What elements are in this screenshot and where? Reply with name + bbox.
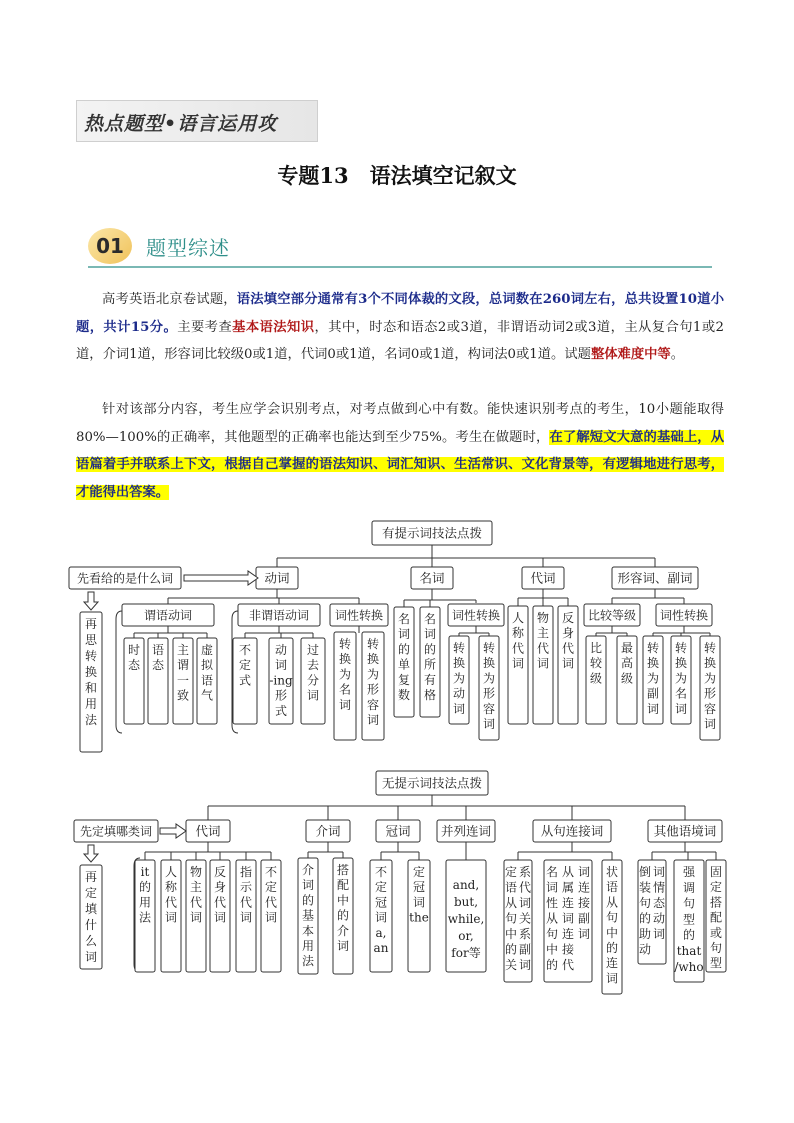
paragraph-strategy: 针对该部分内容，考生应学会识别考点，对考点做到心中有数。能快速识别考点的考生，10小题能取得80%—100%的正确率，其他题型的正确率也能达到至少75%。考生在做题时，在了解短文大意的基础上，从语篇着手并联系上下文，根据自己掌握的语法知识、词汇知识、生活常识、文化背景等，有逻辑地进行思考，才能得出答案。 (76, 402, 724, 500)
banner-text: 热点题型•语言运用攻 (84, 113, 278, 135)
highlighted-tip: 在了解短文大意的基础上，从语篇着手并联系上下文，根据自己掌握的语法知识、词汇知识、生活常识、文化背景等，有逻辑地进行思考，才能得出答案。 (76, 429, 724, 500)
leaf-label: 固定搭配或句型 (709, 865, 723, 971)
tree1-subcategory: 词性转换 (659, 608, 709, 623)
tree1-subcategory: 词性转换 (451, 608, 501, 623)
leaf-label: 搭配中的介词 (336, 863, 350, 953)
leaf-label: 反身代词 (213, 865, 227, 925)
leaf-label: 转换为副词 (646, 641, 660, 716)
tree1-category: 代词 (530, 570, 556, 586)
leaf-label: 不定式 (238, 643, 252, 688)
leaf-label: 名词的单复数 (397, 612, 411, 702)
tree2-start-node: 先定填哪类词 (79, 824, 153, 839)
section-label: 题型综述 (146, 236, 230, 260)
tree1-category: 动词 (264, 570, 290, 586)
tree1-category: 形容词、副词 (617, 570, 693, 586)
leaf-label: 不定代词 (264, 865, 278, 925)
leaf-label: 转换为动词 (452, 641, 466, 716)
tree1-subcategory: 词性转换 (334, 608, 384, 623)
tree2-category: 介词 (315, 823, 341, 839)
leaf-label: 转换为形容词 (703, 641, 717, 731)
leaf-label: 转换为形容词 (482, 641, 496, 731)
leaf-label: it 的用法 (138, 865, 152, 925)
arrow-down-icon (84, 845, 98, 862)
tree2-category: 从句连接词 (540, 823, 604, 839)
tree1-subcategory: 谓语动词 (143, 608, 193, 623)
leaf-label: and, but, while, or, for等 (447, 878, 485, 960)
leaf-label: 物主代词 (536, 611, 550, 671)
arrow-down-icon (84, 592, 98, 610)
leaf-label: 介词的基本用法 (301, 863, 315, 969)
tree2-category: 冠词 (385, 823, 411, 839)
tree2-category: 并列连词 (440, 823, 492, 839)
leaf-label: 物主代词 (189, 865, 203, 925)
tree1-category: 名词 (419, 570, 445, 586)
brace (116, 611, 122, 733)
leaf-label: 人称代词 (511, 611, 525, 671)
leaf-label: 强调句型的 that /who (674, 865, 704, 974)
leaf-label: 状语从句中的连词 (605, 865, 619, 986)
leaf-label: 指示代词 (239, 865, 253, 925)
page-title: 专题13 语法填空记叙文 (277, 163, 517, 188)
leaf-label: 语态 (151, 643, 165, 673)
tree1-subcategory: 比较等级 (587, 608, 637, 623)
tree2-side-node: 再定填什么词 (84, 870, 98, 964)
leaf-label: 虚拟语气 (200, 643, 214, 703)
leaf-label: 比较级 (589, 641, 603, 686)
tree1-start-node: 先看给的是什么词 (76, 571, 174, 586)
leaf-label: 时态 (127, 643, 141, 673)
section-number: 01 (88, 228, 132, 264)
leaf-label: 人称代词 (164, 865, 178, 925)
tree1-side-node: 再思转换和用法 (84, 617, 98, 727)
leaf-label: 过去分词 (306, 643, 320, 703)
leaf-label: 名词的所有格 (423, 612, 437, 702)
arrow-icon (184, 571, 258, 585)
leaf-label: 定语从句中的关系代词关系副词 (504, 865, 532, 972)
leaf-label: 转换为形容词 (366, 637, 380, 727)
leaf-label: 名词性从句中的从属连词连接代词连接副词 (545, 865, 591, 972)
tree2-category: 其他语境词 (653, 823, 717, 839)
leaf-label: 转换为名词 (674, 641, 688, 716)
arrow-icon (160, 824, 186, 838)
leaf-label: 转换为名词 (338, 637, 352, 712)
paragraph-overview: 高考英语北京卷试题，语法填空部分通常有3个不同体裁的文段，总词数在260词左右，总共设置10道小题，共计15分。主要考查基本语法知识，其中，时态和语态2或3道，非谓语动词2或3道，主从复合句1或2道，介词1道，形容词比较级0或1道，代词0或1道，名词0或1道，构词法0或1道。试题整体难度中等。 (76, 292, 725, 363)
leaf-label: 动词-ing 形式 (269, 643, 293, 718)
tree1-subcategory: 非谓语动词 (248, 608, 310, 623)
leaf-label: 最高级 (620, 641, 634, 686)
leaf-label: 不定冠词 a, an (373, 865, 389, 955)
tree2-root: 无提示词技法点拨 (381, 775, 483, 791)
tree2-category: 代词 (195, 823, 221, 839)
leaf-label: 主谓一致 (176, 643, 190, 703)
leaf-label: 反身代词 (561, 611, 575, 671)
tree1-root: 有提示词技法点拨 (381, 525, 483, 541)
leaf-label: 定冠词 the (409, 865, 429, 925)
leaf-label: 倒装句的助动词情态动词 (638, 865, 666, 957)
